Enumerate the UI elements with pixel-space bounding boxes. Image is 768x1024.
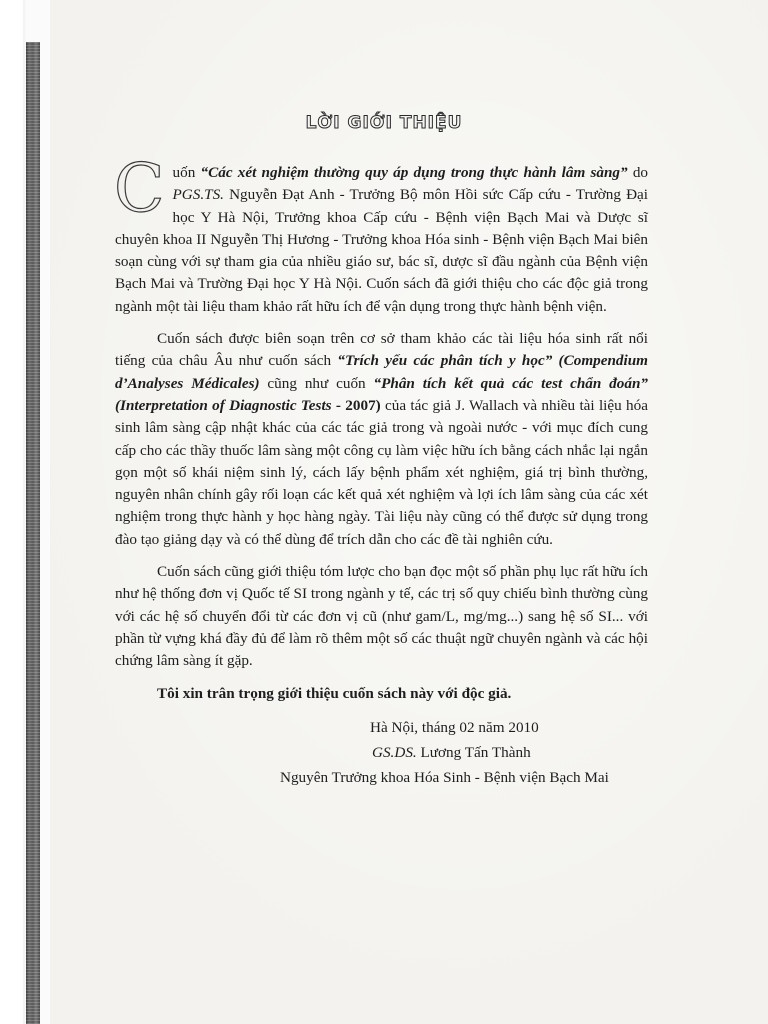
reference-2: “Phân tích kết quả các test chẩn đoán” (Interpretation of Diagnostic Tests <box>115 374 648 414</box>
reference-1: “Trích yếu các phân tích y học” (Compendium d’Analyses Médicales) <box>115 352 648 392</box>
signature-name <box>280 740 680 765</box>
paragraph-2-intro: Cuốn sách được biên soạn trên cơ sở tham khảo các tài liệu hóa sinh rất nổi tiếng của châu Âu như cuốn sách <box>115 330 648 370</box>
drop-cap: C <box>114 150 165 227</box>
paragraph-1 <box>114 150 649 318</box>
book-title: “Các xét nghiệm thường quy áp dụng trong thực hành lâm sàng” <box>200 164 628 181</box>
signature-date: Hà Nội, tháng 02 năm 2010 <box>370 719 539 736</box>
paragraph-1-body: Nguyễn Đạt Anh - Trưởng Bộ môn Hồi sức Cấp cứu - Trường Đại học Y Hà Nội, Trưởng khoa Cấp cứu - Bệnh viện Bạch Mai và Dược sĩ chuyên khoa II Nguyễn Thị Hương - Trưởng khoa Hóa sinh - Bệnh viện Bạch Mai biên soạn cùng với sự tham gia của nhiều giáo sư, bác sĩ, dược sĩ đầu ngành của Bệnh viện Bạch Mai và Trường Đại học Y Hà Nội. Cuốn sách đã giới thiệu cho các độc giả trong ngành một tài liệu tham khảo rất hữu ích để vận dụng trong thực hành bệnh viện. <box>115 186 648 315</box>
paragraph-2-mid: cũng như cuốn <box>259 374 374 392</box>
reference-2-year: - 2007) <box>331 396 381 414</box>
signature-degree: GS.DS. <box>372 744 417 761</box>
signature-person: Lương Tấn Thành <box>416 744 531 761</box>
paragraph-1-connector: do <box>627 164 649 181</box>
author-degree: PGS.TS. <box>172 186 224 204</box>
paragraph-2-rest: của tác giả J. Wallach và nhiều tài liệu hóa sinh lâm sàng cập nhật khác của các tác giả trong và ngoài nước - với mục đích cung cấp cho các thầy thuốc lâm sàng một công cụ làm việc hữu ích bằng cách nhắc lại ngắn gọn một số khái niệm sinh lý, cách lấy bệnh phẩm xét nghiệm, giá trị bình thường, nguyên nhân chính gây rối loạn các kết quả xét nghiệm và lợi ích lâm sàng của các xét nghiệm trong thực hành y học hàng ngày. Tài liệu này cũng có thể được sử dụng trong đào tạo giảng dạy và có thể dùng để trích dẫn cho các đề tài nghiên cứu. <box>115 396 648 548</box>
signature-role: Nguyên Trưởng khoa Hóa Sinh - Bệnh viện Bạch Mai <box>280 769 609 786</box>
signature-block <box>280 715 680 790</box>
page-title: LỜI GIỚI THIỆU <box>305 113 463 133</box>
binding-edge <box>0 0 50 1024</box>
paragraph-3: Cuốn sách cũng giới thiệu tóm lược cho bạn đọc một số phần phụ lục rất hữu ích như hệ thống đơn vị Quốc tế SI trong ngành y tế, các trị số quy chiếu bình thường cùng với các hệ số chuyển đổi từ các đơn vị cũ (như gam/L, mg/mg...) sang hệ số SI... với phần từ vựng khá đầy đủ để làm rõ thêm một số các thuật ngữ chuyên ngành và các hội chứng lâm sàng ít gặp. <box>115 563 649 670</box>
closing-line: Tôi xin trân trọng giới thiệu cuốn sách này với độc giả. <box>157 684 512 702</box>
body-text <box>114 150 649 705</box>
paragraph-2 <box>115 328 648 551</box>
scan-shadow-bar <box>26 42 40 1024</box>
paragraph-1-prefix: uốn <box>172 164 201 181</box>
